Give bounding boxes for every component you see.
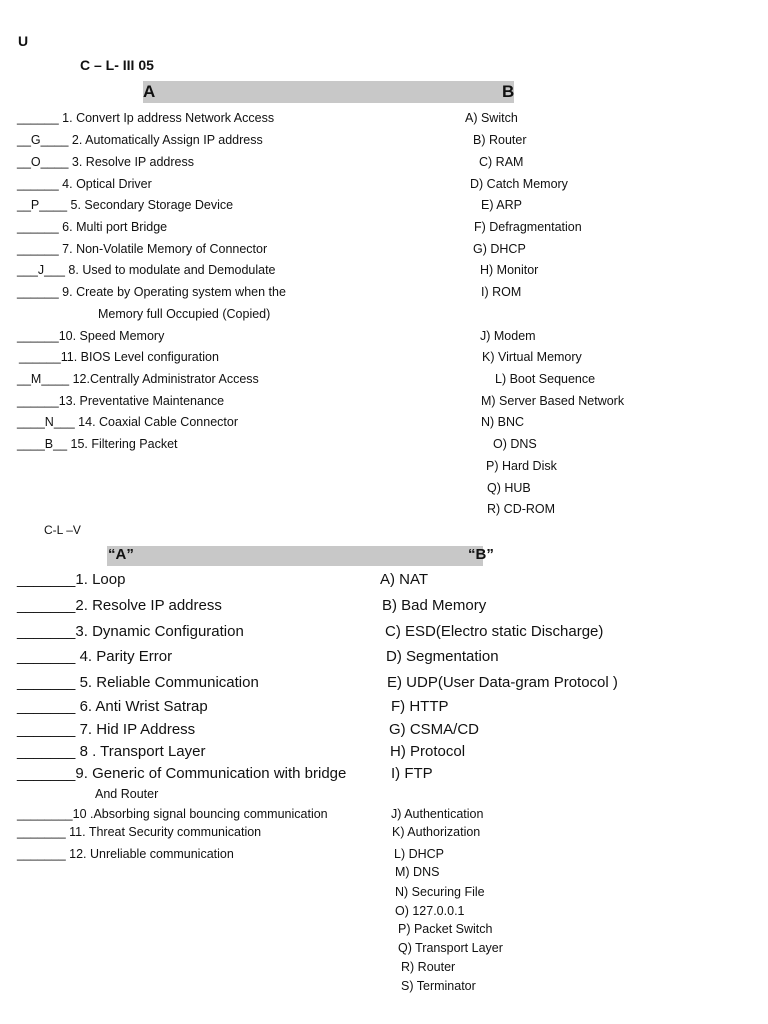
s2-answer-m: M) DNS (395, 865, 440, 879)
section2-header-bar (107, 546, 483, 566)
s2-question-6: _______ 6. Anti Wrist Satrap (17, 698, 208, 715)
s1-answer-o: O) DNS (493, 437, 537, 451)
section1-col-b-header: B (502, 82, 515, 101)
s1-question-5: __P____ 5. Secondary Storage Device (17, 198, 234, 212)
s1-answer-r: R) CD-ROM (487, 502, 556, 516)
s2-answer-n: N) Securing File (395, 885, 485, 899)
section1-header-bar (143, 81, 514, 103)
s1-answer-m: M) Server Based Network (481, 394, 625, 408)
s1-question-1: ______ 1. Convert Ip address Network Access (17, 111, 275, 125)
s1-answer-d: D) Catch Memory (470, 177, 568, 191)
s2-question-2: _______2. Resolve IP address (17, 597, 222, 614)
s2-question-3: _______3. Dynamic Configuration (17, 623, 244, 640)
s1-answer-p: P) Hard Disk (486, 459, 557, 473)
s1-question-9: ______ 9. Create by Operating system when the (17, 285, 286, 299)
s1-answer-a: A) Switch (465, 111, 518, 125)
s2-answer-d: D) Segmentation (386, 648, 499, 665)
s1-answer-j: J) Modem (480, 329, 536, 343)
s2-answer-b: B) Bad Memory (382, 597, 487, 614)
s2-question-11: _______ 11. Threat Security communication (17, 825, 262, 839)
s1-answer-n: N) BNC (481, 415, 525, 429)
page-mark: U (18, 33, 29, 49)
section1-col-a-header: A (143, 82, 156, 101)
s1-question-8: ___J___ 8. Used to modulate and Demodulate (17, 263, 276, 277)
s2-answer-a: A) NAT (380, 571, 429, 588)
section2-col-a-header: “A” (108, 546, 134, 563)
s2-question-10: ________10 .Absorbing signal bouncing communication (17, 807, 328, 821)
s1-question-10: ______10. Speed Memory (17, 329, 165, 343)
s2-answer-k: K) Authorization (392, 825, 481, 839)
s2-answer-l: L) DHCP (394, 847, 445, 861)
s2-answer-o: O) 127.0.0.1 (395, 904, 465, 918)
s2-answer-e: E) UDP(User Data-gram Protocol ) (387, 674, 618, 691)
s2-answer-c: C) ESD(Electro static Discharge) (385, 623, 604, 640)
s1-answer-q: Q) HUB (487, 481, 531, 495)
s1-answer-k: K) Virtual Memory (482, 350, 582, 364)
s1-question-12: __M____ 12.Centrally Administrator Access (17, 372, 259, 386)
s1-answer-l: L) Boot Sequence (495, 372, 596, 386)
section2-title: C-L –V (44, 523, 81, 537)
s1-question-6: ______ 6. Multi port Bridge (17, 220, 168, 234)
s2-question-9: _______9. Generic of Communication with bridge (17, 765, 347, 782)
s2-answer-f: F) HTTP (391, 698, 449, 715)
section1-title: C – L- III 05 (80, 57, 154, 73)
s2-answer-s: S) Terminator (401, 979, 476, 993)
s1-answer-g: G) DHCP (473, 242, 526, 256)
s2-answer-j: J) Authentication (391, 807, 484, 821)
s2-question-8: _______ 8 . Transport Layer (17, 743, 206, 760)
s1-question-15: ____B__ 15. Filtering Packet (17, 437, 178, 451)
s1-answer-e: E) ARP (481, 198, 522, 212)
s2-answer-r: R) Router (401, 960, 456, 974)
s2-question-4: _______ 4. Parity Error (17, 648, 173, 665)
s1-question-13: ______13. Preventative Maintenance (17, 394, 225, 408)
s1-question-4: ______ 4. Optical Driver (17, 177, 152, 191)
s2-question-7: _______ 7. Hid IP Address (17, 721, 196, 738)
s2-answer-p: P) Packet Switch (398, 922, 493, 936)
s1-question-7: ______ 7. Non-Volatile Memory of Connector (17, 242, 268, 256)
s2-answer-q: Q) Transport Layer (398, 941, 503, 955)
s2-answer-h: H) Protocol (390, 743, 466, 760)
s1-answer-h: H) Monitor (480, 263, 539, 277)
section2-col-b-header: “B” (468, 546, 494, 563)
s1-answer-c: C) RAM (479, 155, 524, 169)
s2-question-9-cont: And Router (95, 787, 159, 801)
s1-question-14: ____N___ 14. Coaxial Cable Connector (17, 415, 238, 429)
s2-answer-i: I) FTP (391, 765, 433, 782)
s1-answer-b: B) Router (473, 133, 527, 147)
s2-question-1: _______1. Loop (17, 571, 126, 588)
s1-answer-i: I) ROM (481, 285, 522, 299)
s2-question-12: _______ 12. Unreliable communication (17, 847, 234, 861)
s1-question-2: __G____ 2. Automatically Assign IP address (17, 133, 263, 147)
s1-question-3: __O____ 3. Resolve IP address (17, 155, 194, 169)
s1-question-9-cont: Memory full Occupied (Copied) (98, 307, 271, 321)
s1-question-11: ______11. BIOS Level configuration (19, 350, 219, 364)
s1-answer-f: F) Defragmentation (474, 220, 582, 234)
s2-question-5: _______ 5. Reliable Communication (17, 674, 259, 691)
s2-answer-g: G) CSMA/CD (389, 721, 479, 738)
